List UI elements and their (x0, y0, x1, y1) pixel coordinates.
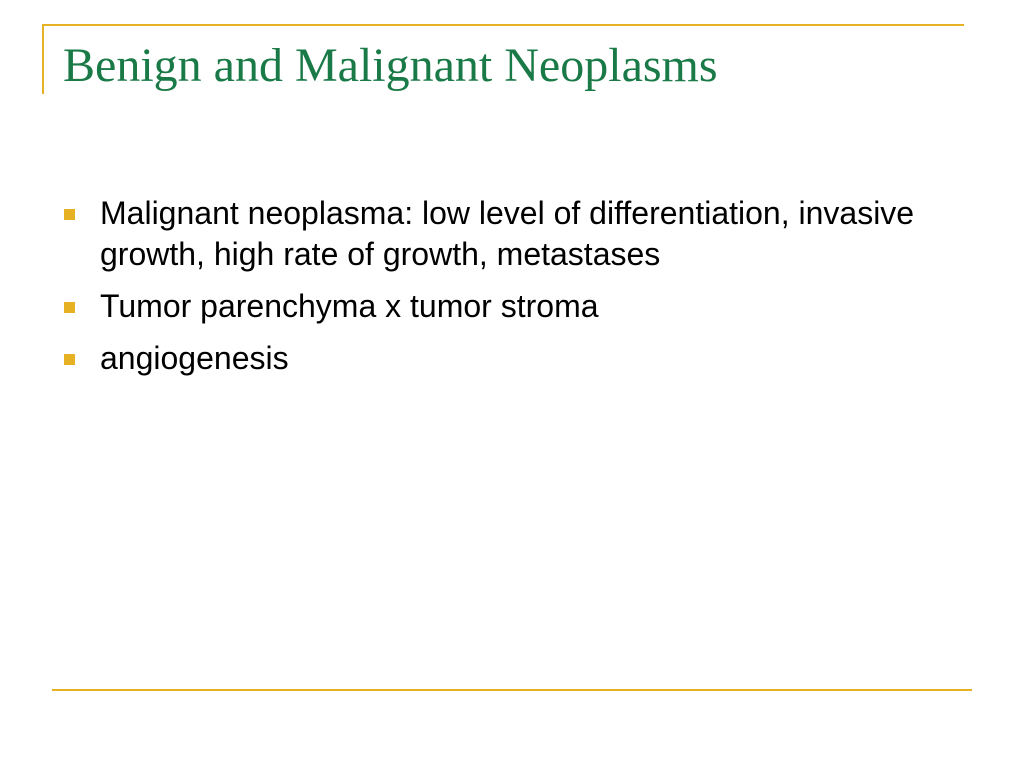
bullet-text: Tumor parenchyma x tumor stroma (100, 288, 599, 324)
square-bullet-icon (64, 209, 75, 220)
frame-bottom-rule (52, 689, 972, 691)
bullet-item (64, 338, 944, 379)
frame-top-rule (42, 24, 964, 26)
bullet-text: Malignant neoplasma: low level of differentiation, invasive growth, high rate of growth, metastases (100, 195, 915, 272)
bullet-list (64, 193, 944, 390)
frame-left-rule (42, 24, 44, 94)
square-bullet-icon (64, 354, 75, 365)
bullet-text: angiogenesis (100, 340, 289, 376)
square-bullet-icon (64, 302, 75, 313)
bullet-item (64, 286, 944, 327)
slide-title: Benign and Malignant Neoplasms (63, 39, 718, 92)
bullet-item (64, 193, 944, 275)
